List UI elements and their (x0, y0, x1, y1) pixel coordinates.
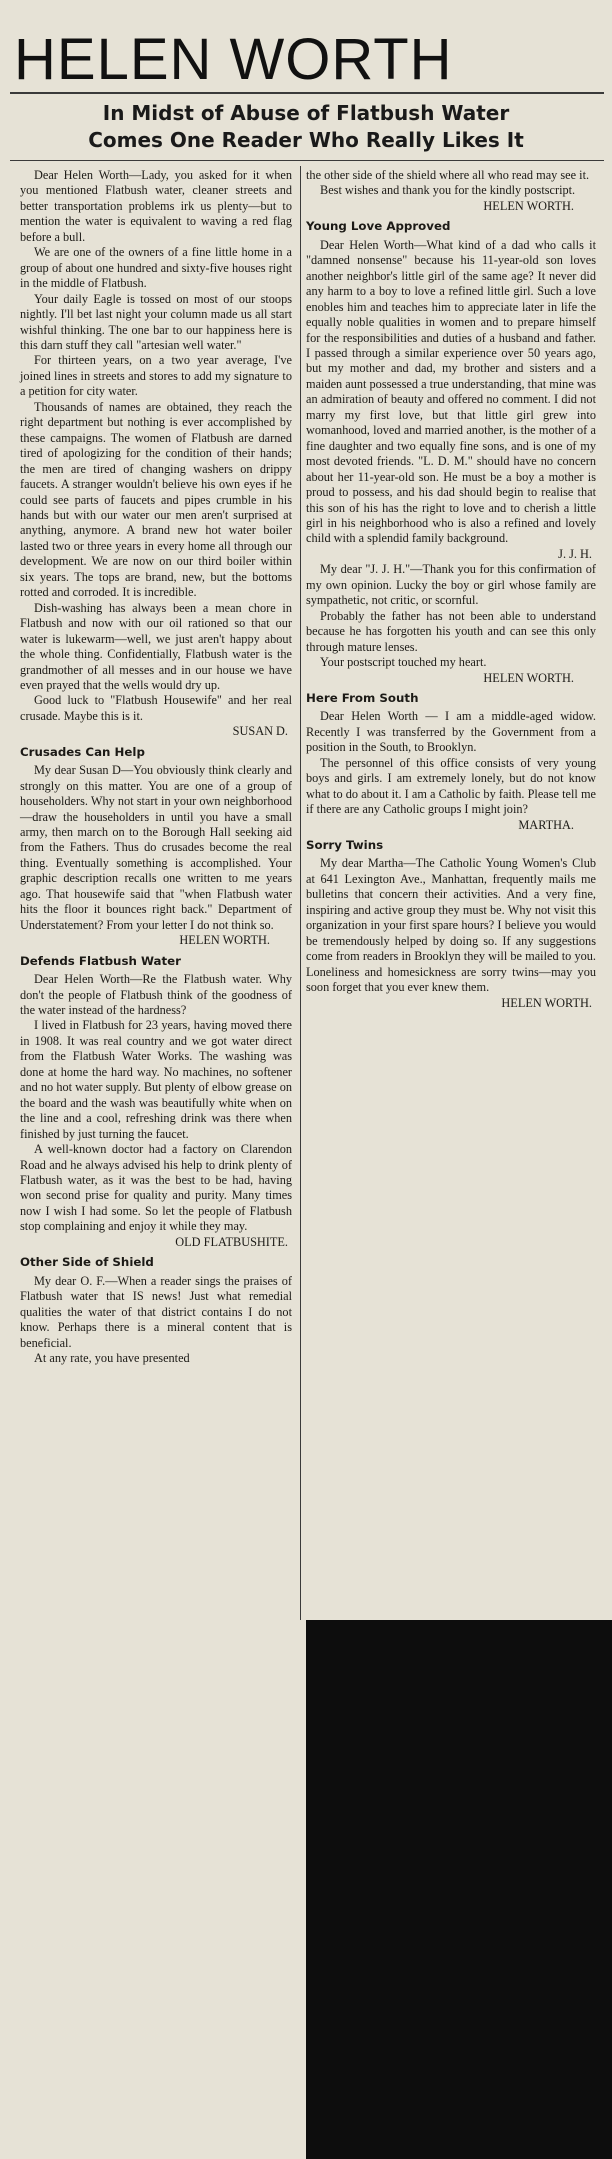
paragraph: Your daily Eagle is tossed on most of our stoops nightly. I'll bet last night your column made us all start wishful thinking. The one bar to our happiness here is this darn stuff they call "artesian well water." (20, 291, 292, 352)
scan-background (306, 1620, 612, 2159)
paragraph: the other side of the shield where all who read may see it. (306, 168, 590, 182)
reply-signature: MARTHA. (518, 817, 574, 832)
paragraph: Best wishes and thank you for the kindly postscript. (320, 183, 576, 198)
section-heading: Young Love Approved (306, 219, 451, 234)
paragraph: I lived in Flatbush for 23 years, having moved there in 1908. It was real country and we got water direct from the Flatbush Water Works. The washing was done at home the hard way. No machines, no softener and no hot water supply. But plenty of elbow grease on the board and the wash was beautifully white when on the line and a cool, refreshing drink was there when finished by just turning the faucet. (20, 1018, 292, 1141)
left-column (20, 168, 292, 1366)
header-divider (10, 92, 604, 94)
letter-signature: J. J. H. (558, 546, 592, 561)
paragraph: My dear Susan D—You obviously think clearly and strongly on this matter. You are one of a group of householders. Why not start in your own neighborhood—draw the householders in until you have a small army, then march on to the Borough Hall seeking aid from the Fathers. Thus do crusades become the real thing. Eventually something is accomplished. Your graphic description recalls one written to me years ago. That housewife said that "when Flatbush water hits the floor it bounces right back." Department of Understatement? From your letter I do not think so. (20, 763, 292, 932)
reply-signature: HELEN WORTH. (483, 670, 574, 685)
paragraph: Dear Helen Worth—What kind of a dad who calls it "damned nonsense" because his 11-year-old son loves another neighbor's little girl of the same age? It never did any harm to a boy to love a refined little girl. Such a love enobles him and teaches him to appreciate later in life the equally noble qualities in women and to prepare himself for the responsibilities and duties of a husband and father. I passed through a similar experience over 50 years ago, but my mother and dad, my brother and sisters and a maiden aunt possessed a true understanding, that mine was an admiration of beauty and offered no comment. I did not marry my first love, but that little girl grew into womanhood, loved and married another, is the mother of a fine daughter and two equally fine sons, and is one of my most devoted friends. "L. D. M." should have no concern about her 11-year-old son. He must be a boy a mother is proud to possess, and his dad should begin to realise that this son of his has the right to love and to cherish a little girl in his neighborhood who is also a refined and lovely child with a splendid family background. (306, 237, 596, 546)
masthead-title: HELEN WORTH (14, 27, 453, 92)
paragraph: For thirteen years, on a two year average, I've joined lines in streets and stores to add my signature to a petition for city water. (20, 353, 292, 399)
paragraph: Good luck to "Flatbush Housewife" and her real crusade. Maybe this is it. (20, 693, 292, 723)
paragraph: Dear Helen Worth—Lady, you asked for it when you mentioned Flatbush water, cleaner streets and better transportation problems irk us plenty—but to mention the water is equivalent to waving a red flag before a bull. (20, 168, 292, 244)
headline-divider (10, 160, 604, 161)
paragraph: The personnel of this office consists of very young boys and girls. I am extremely lonely, but do not know what to do about it. I am a Catholic by faith. Please tell me if there are any Catholic groups I might join? (306, 755, 596, 817)
letter-signature: SUSAN D. (232, 724, 288, 739)
paragraph: A well-known doctor had a factory on Clarendon Road and he always advised his help to drink plenty of Flatbush water, as it was the best to be had, having won second prise for quality and purity. Many times now I wish I had some. So let the people of Flatbush stop complaining and enjoy it while they may. (20, 1142, 292, 1234)
section-heading: Crusades Can Help (20, 744, 145, 759)
reply-signature: HELEN WORTH. (483, 198, 574, 213)
paragraph: My dear "J. J. H."—Thank you for this confirmation of my own opinion. Lucky the boy or girl whose family are sympathetic, not critic, or scornful. (306, 562, 596, 608)
letter-signature: OLD FLATBUSHITE. (175, 1234, 288, 1249)
reply-signature: HELEN WORTH. (179, 933, 270, 948)
paragraph: Dear Helen Worth — I am a middle-aged widow. Recently I was transferred by the Government from a position in the South, to Brooklyn. (306, 709, 596, 755)
paragraph: My dear Martha—The Catholic Young Women's Club at 641 Lexington Ave., Manhattan, frequently mails me bulletins that concern their activities. And a very fine, inspiring and active group they must be. Why not visit this organization in your first spare hours? I believe you would be tremendously helped by doing so. If any suggestions come from readers in Brooklyn they will be mailed to you. Loneliness and homesickness are sorry twins—may you soon forget that you ever knew them. (306, 856, 596, 995)
column-divider (300, 166, 301, 1620)
paragraph: Dish-washing has always been a mean chore in Flatbush and now with our oil rationed so that our water is lukewarm—well, we just aren't happy about the whole thing. Confidentially, Flatbush water is the grandmother of all messes and in our house we have even prayed that the wells would dry up. (20, 600, 292, 692)
headline-line-2: Comes One Reader Who Really Likes It (88, 128, 524, 152)
paragraph: Thousands of names are obtained, they reach the right department but nothing is ever accomplished by these campaigns. The women of Flatbush are darned tired of apologizing for the condition of their hands; the men are tired of changing washers on drippy faucets. A stranger wouldn't believe his own eyes if he could see parts of faucets and pipes crumble in his hands but with our water our men aren't surprised at anything, anymore. A brand new hot water boiler lasted two or three years in every home all through our development. We are now on our third boiler within six years. The tops are brand, new, but the bottoms rotted and corroded. It is incredible. (20, 399, 292, 600)
section-heading: Sorry Twins (306, 838, 384, 853)
paragraph: My dear O. F.—When a reader sings the praises of Flatbush water that IS news! Just what remedial qualities the water of that district contains I do not know. Perhaps there is a mineral content that is beneficial. (20, 1273, 292, 1350)
right-column (306, 168, 596, 1011)
section-heading: Other Side of Shield (20, 1255, 154, 1270)
paragraph: Your postscript touched my heart. (320, 655, 487, 670)
paragraph: At any rate, you have presented (34, 1350, 190, 1365)
section-heading: Here From South (306, 690, 419, 705)
headline-line-1: In Midst of Abuse of Flatbush Water (102, 101, 510, 125)
paragraph: We are one of the owners of a fine little home in a group of about one hundred and sixty-five houses right in the middle of Flatbush. (20, 245, 292, 291)
section-heading: Defends Flatbush Water (20, 953, 181, 968)
paragraph: Dear Helen Worth—Re the Flatbush water. Why don't the people of Flatbush think of the goodness of the water instead of the hardness? (20, 972, 292, 1018)
paragraph: Probably the father has not been able to understand because he has forgotten his youth and can see this only through mature lenses. (306, 608, 596, 654)
letter-signature: HELEN WORTH. (501, 995, 592, 1010)
